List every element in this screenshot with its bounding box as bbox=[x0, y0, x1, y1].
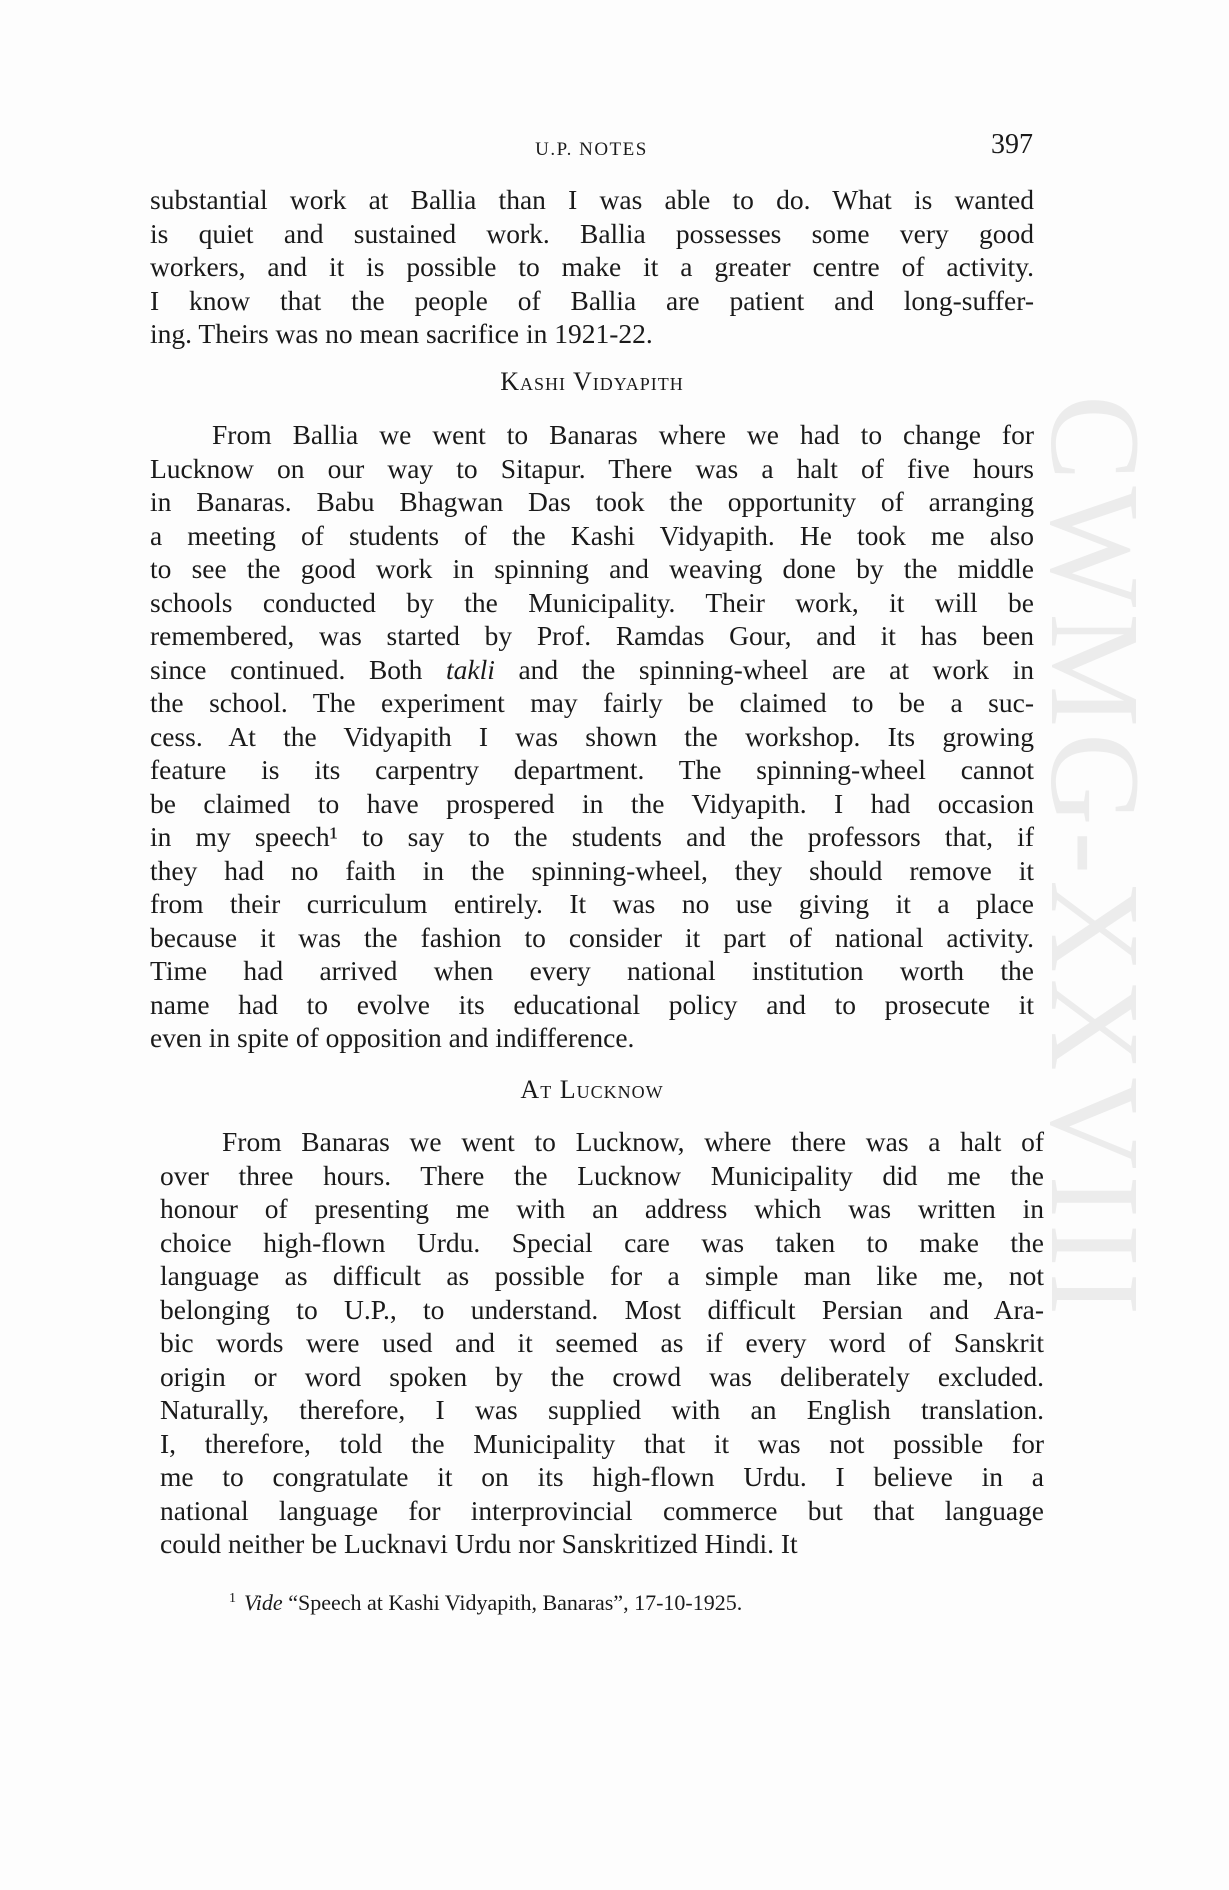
paragraph-at-lucknow bbox=[160, 1125, 1044, 1561]
text-line: be claimed to have prospered in the Vidyapith. I had occasion bbox=[150, 787, 1034, 819]
text-line: feature is its carpentry department. The spinning-wheel cannot bbox=[150, 754, 1034, 785]
text-line: from their curriculum entirely. It was no use giving it a place bbox=[150, 888, 1034, 919]
text-line: because it was the fashion to consider it part of national activity. bbox=[150, 921, 1034, 953]
running-head-title: U.P. NOTES bbox=[535, 139, 648, 160]
text-line: From Banaras we went to Lucknow, where there was a halt of bbox=[222, 1126, 1044, 1157]
footnote-vide: Vide bbox=[244, 1590, 283, 1615]
text-line: a meeting of students of the Kashi Vidyapith. He took me also bbox=[150, 519, 1034, 551]
text-line: workers, and it is possible to make it a greater centre of activity. bbox=[150, 251, 1034, 282]
watermark: CWMG-XXVIII bbox=[1024, 395, 1166, 1322]
footnote bbox=[229, 1590, 742, 1616]
text-line: language as difficult as possible for a simple man like me, not bbox=[160, 1260, 1044, 1291]
text-line: could neither be Lucknavi Urdu nor Sanskritized Hindi. It bbox=[160, 1528, 798, 1559]
text-line: Lucknow on our way to Sitapur. There was a halt of five hours bbox=[150, 452, 1034, 484]
text-line: national language for interprovincial commerce but that language bbox=[160, 1494, 1044, 1526]
footnote-marker: 1 bbox=[229, 1590, 236, 1606]
section-heading-kashi-vidyapith: Kashi Vidyapith bbox=[500, 367, 684, 396]
text-line: remembered, was started by Prof. Ramdas Gour, and it has been bbox=[150, 620, 1034, 651]
text-line: even in spite of opposition and indifference. bbox=[150, 1022, 635, 1053]
text-line: in my speech¹ to say to the students and the professors that, if bbox=[150, 821, 1034, 852]
text-line: ing. Theirs was no mean sacrifice in 1921-22. bbox=[150, 318, 653, 349]
text-line: I, therefore, told the Municipality that it was not possible for bbox=[160, 1427, 1044, 1459]
text-line: origin or word spoken by the crowd was deliberately excluded. bbox=[160, 1360, 1044, 1392]
text-line: bic words were used and it seemed as if every word of Sanskrit bbox=[160, 1327, 1044, 1358]
text-line: Naturally, therefore, I was supplied with an English translation. bbox=[160, 1394, 1044, 1425]
paragraph-kashi-vidyapith bbox=[150, 418, 1034, 1055]
text-line: Time had arrived when every national institution worth the bbox=[150, 955, 1034, 986]
text-line: choice high-flown Urdu. Special care was taken to make the bbox=[160, 1226, 1044, 1258]
paragraph-ballia bbox=[150, 183, 1034, 351]
text-line: in Banaras. Babu Bhagwan Das took the opportunity of arranging bbox=[150, 486, 1034, 517]
text-line: I know that the people of Ballia are patient and long-suffer- bbox=[150, 284, 1034, 316]
page-number: 397 bbox=[991, 129, 1033, 160]
text-line: over three hours. There the Lucknow Municipality did me the bbox=[160, 1159, 1044, 1191]
section-heading-at-lucknow: At Lucknow bbox=[520, 1075, 664, 1104]
text-line: they had no faith in the spinning-wheel, they should remove it bbox=[150, 854, 1034, 886]
text-line: schools conducted by the Municipality. Their work, it will be bbox=[150, 586, 1034, 618]
text-line: the school. The experiment may fairly be claimed to be a suc- bbox=[150, 687, 1034, 718]
text-line: cess. At the Vidyapith I was shown the workshop. Its growing bbox=[150, 720, 1034, 752]
text-line: substantial work at Ballia than I was able to do. What is wanted bbox=[150, 184, 1034, 215]
running-head bbox=[150, 129, 1033, 165]
footnote-text: “Speech at Kashi Vidyapith, Banaras”, 17-10-1925. bbox=[288, 1590, 743, 1615]
text-line: to see the good work in spinning and weaving done by the middle bbox=[150, 553, 1034, 584]
text-line: From Ballia we went to Banaras where we had to change for bbox=[212, 419, 1034, 450]
text-line: belonging to U.P., to understand. Most difficult Persian and Ara- bbox=[160, 1293, 1044, 1325]
text-line: honour of presenting me with an address which was written in bbox=[160, 1193, 1044, 1224]
text-line: me to congratulate it on its high-flown Urdu. I believe in a bbox=[160, 1461, 1044, 1492]
text-line: name had to evolve its educational policy and to prosecute it bbox=[150, 988, 1034, 1020]
text-line: is quiet and sustained work. Ballia possesses some very good bbox=[150, 217, 1034, 249]
text-line: since continued. Both takli and the spinning-wheel are at work in bbox=[150, 653, 1034, 685]
